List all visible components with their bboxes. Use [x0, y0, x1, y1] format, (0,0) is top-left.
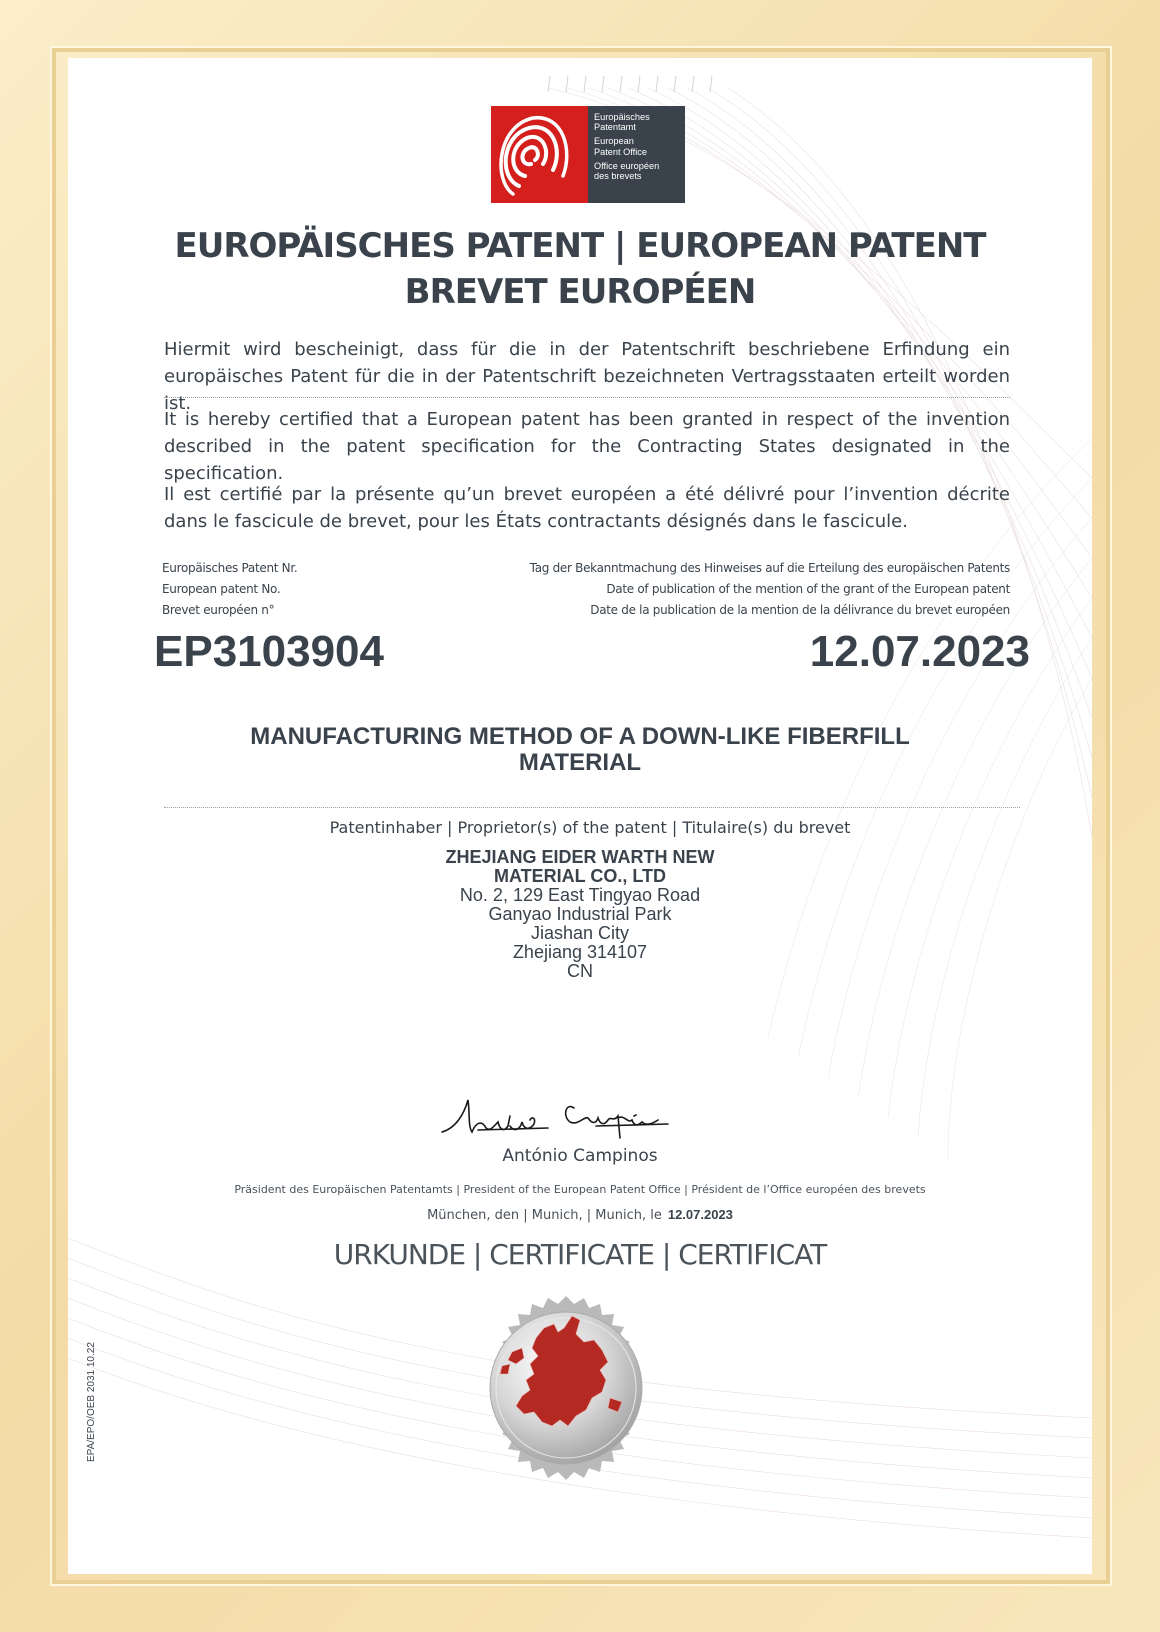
epo-logo — [491, 106, 685, 203]
label-en: Date of publication of the mention of the grant of the European patent — [606, 582, 1010, 596]
logo-text — [594, 112, 684, 181]
patent-number-labels — [162, 558, 462, 621]
place-and-date — [268, 1204, 892, 1227]
label-en: European patent No. — [162, 582, 281, 596]
holder-address: Ganyao Industrial Park — [488, 904, 672, 924]
logo-line: Patent Office — [594, 146, 647, 157]
logo-line: Office européen — [594, 160, 660, 171]
holder-name: ZHEJIANG EIDER WARTH NEW — [445, 847, 715, 867]
patent-holder — [368, 848, 792, 981]
certificate-heading: URKUNDE | CERTIFICATE | CERTIFICAT — [333, 1238, 827, 1271]
title-line: EUROPÄISCHES PATENT | EUROPEAN PATENT — [174, 226, 986, 266]
publication-date-labels — [468, 558, 1010, 621]
europe-map-seal-icon — [472, 1294, 660, 1482]
label-fr: Brevet européen n° — [162, 603, 275, 617]
handwritten-signature — [438, 1086, 678, 1146]
label-fr: Date de la publication de la mention de la délivrance du brevet européen — [590, 603, 1010, 617]
holder-country: CN — [567, 961, 593, 981]
place-text: München, den | Munich, | Munich, le — [427, 1208, 662, 1223]
publication-date: 12.07.2023 — [809, 627, 1030, 676]
signer-title: Präsident des Europäischen Patentamts | President of the European Patent Office | Président de l’Office européen des brevets — [234, 1183, 926, 1196]
issue-date: 12.07.2023 — [667, 1207, 733, 1222]
epo-wave-logo-icon — [491, 106, 588, 203]
label-de: Europäisches Patent Nr. — [162, 561, 298, 575]
statement-de: Hiermit wird bescheinigt, dass für die in der Patentschrift beschriebene Erfindung ein europäisches Patent für die in der Patentschrift bezeichneten Vertragsstaaten erteilt worden ist. — [164, 339, 1010, 414]
invention-line: MATERIAL — [518, 749, 642, 776]
logo-line: Europäisches — [594, 112, 650, 122]
logo-line: European — [594, 136, 634, 147]
dotted-divider — [164, 397, 1010, 398]
form-code: EPA/EPO/OEB 2031 10.22 — [86, 1342, 97, 1462]
logo-mark-panel — [491, 106, 588, 203]
holder-name: MATERIAL CO., LTD — [494, 866, 666, 886]
certificate-paper — [68, 58, 1092, 1574]
signer-name: António Campinos — [502, 1146, 658, 1166]
holder-address: Zhejiang 314107 — [512, 942, 648, 962]
statement-fr: Il est certifié par la présente qu’un brevet européen a été délivré pour l’invention décrite dans le fascicule de brevet, pour les États contractants désignés dans le fascicule. — [164, 484, 1010, 532]
invention-line: MANUFACTURING METHOD OF A DOWN-LIKE FIBERFILL — [250, 723, 910, 750]
proprietor-label: Patentinhaber | Proprietor(s) of the patent | Titulaire(s) du brevet — [329, 818, 851, 837]
label-de: Tag der Bekanntmachung des Hinweises auf die Erteilung des europäischen Patents — [529, 561, 1010, 575]
patent-number: EP3103904 — [154, 627, 384, 676]
certificate-title — [108, 223, 1052, 315]
statement-en: It is hereby certified that a European patent has been granted in respect of the invention described in the patent specification for the Contracting States designated in the specification. — [164, 409, 1010, 484]
logo-line: Patentamt — [594, 122, 636, 133]
dotted-divider — [164, 807, 1020, 808]
title-line: BREVET EUROPÉEN — [404, 272, 756, 312]
holder-address: No. 2, 129 East Tingyao Road — [459, 885, 701, 905]
logo-line: des brevets — [594, 171, 642, 182]
invention-title — [208, 724, 952, 776]
holder-address: Jiashan City — [530, 923, 630, 943]
